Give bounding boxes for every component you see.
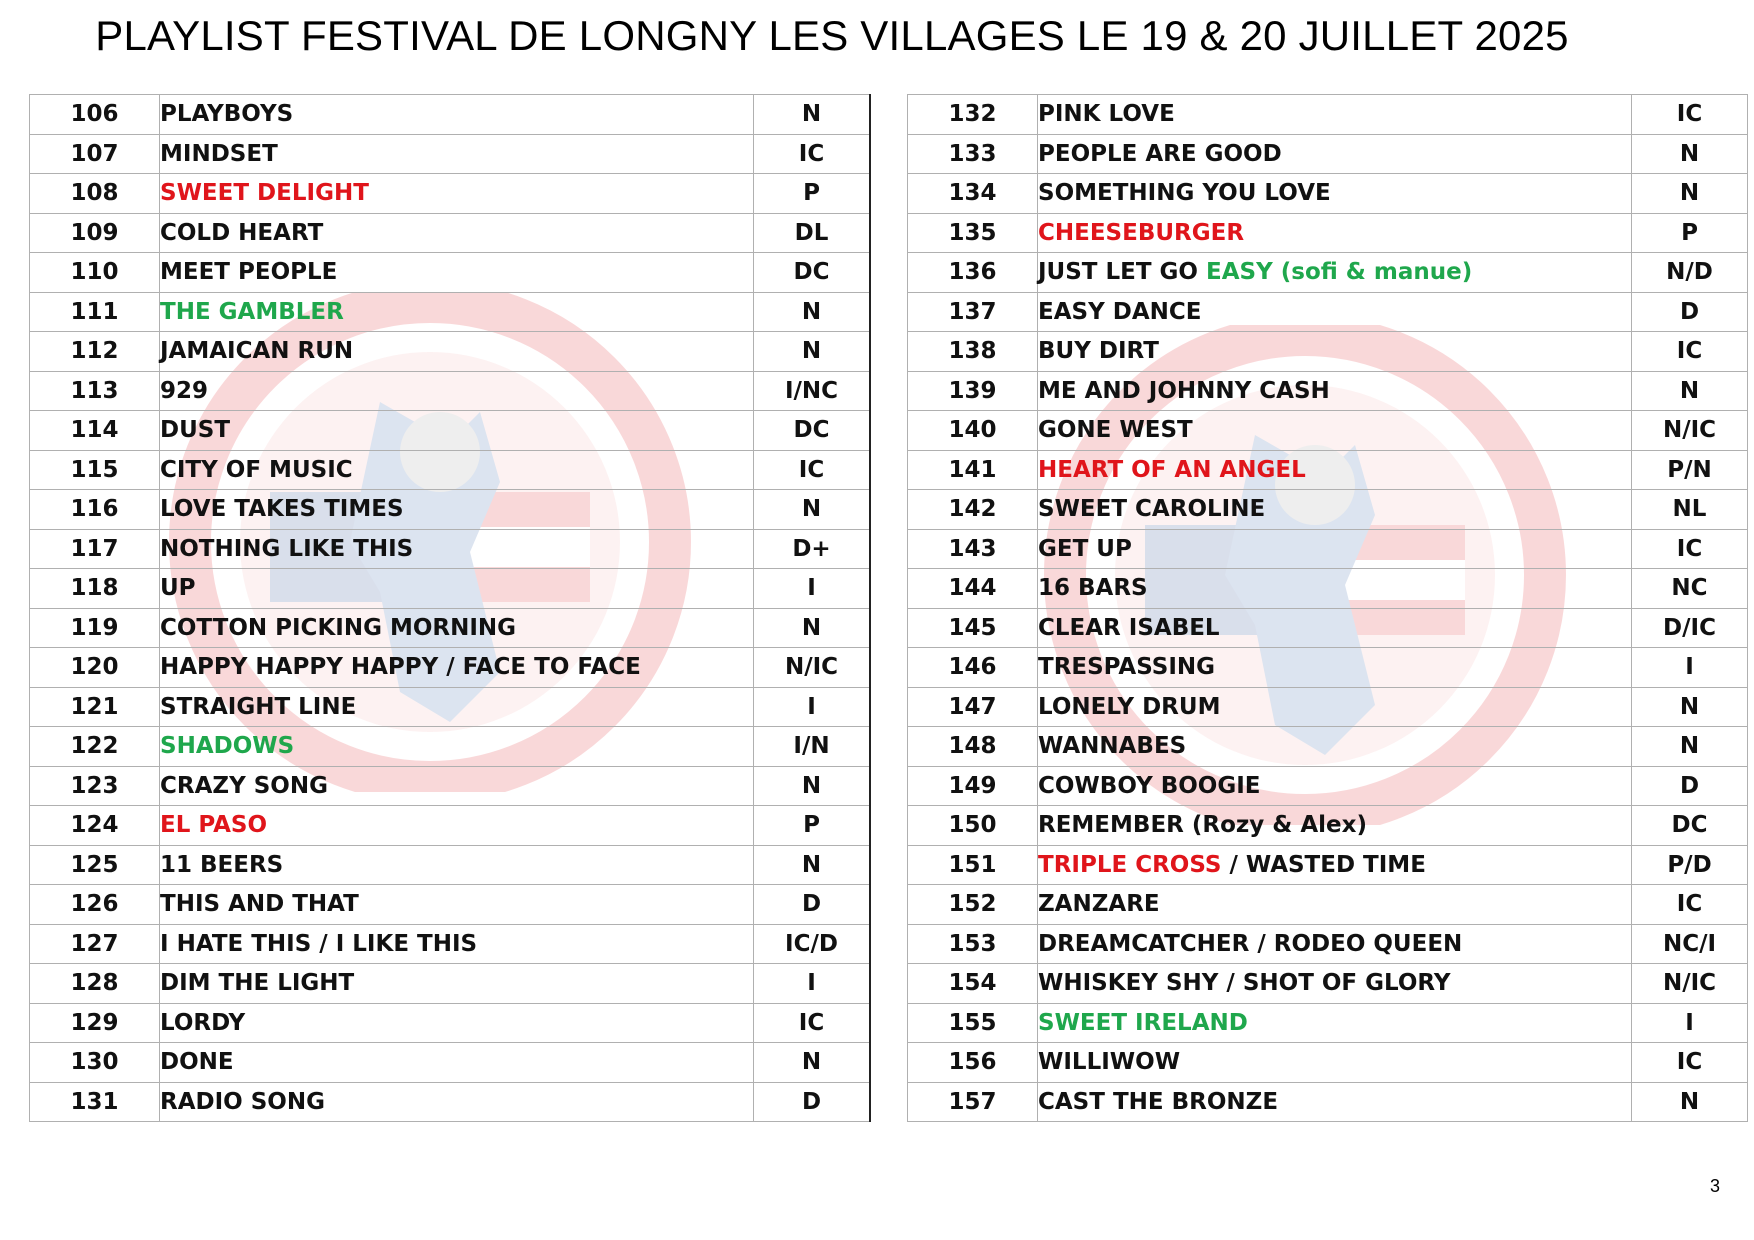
track-title [1038,727,1632,767]
track-title-part: SWEET CAROLINE [1038,496,1266,523]
dance-level-code: P [754,174,871,214]
table-row [30,569,871,609]
track-title-part: BUY DIRT [1038,338,1159,365]
track-title-part: PINK LOVE [1038,101,1175,128]
track-number: 132 [908,95,1038,135]
dance-level-code: N [754,332,871,372]
track-number: 152 [908,885,1038,925]
track-title-part: ME AND JOHNNY CASH [1038,377,1330,404]
dance-level-code: IC/D [754,924,871,964]
track-number: 135 [908,213,1038,253]
track-number: 123 [30,766,160,806]
track-number: 117 [30,529,160,569]
track-title [1038,608,1632,648]
table-row [908,569,1748,609]
table-row [908,1082,1748,1122]
table-row [30,332,871,372]
track-title [1038,924,1632,964]
table-row [908,648,1748,688]
track-title-part: TRIPLE CROSS [1038,851,1222,878]
dance-level-code: IC [754,134,871,174]
track-title [1038,292,1632,332]
track-title-part: PEOPLE ARE GOOD [1038,140,1282,167]
dance-level-code: NL [1632,490,1748,530]
track-title-part: COTTON PICKING MORNING [160,614,517,641]
track-number: 109 [30,213,160,253]
track-number: 127 [30,924,160,964]
dance-level-code: N [1632,134,1748,174]
track-title-part: MEET PEOPLE [160,259,338,286]
dance-level-code: I [1632,1003,1748,1043]
table-row [908,1003,1748,1043]
dance-level-code: N/IC [1632,964,1748,1004]
track-title [160,1082,754,1122]
track-title-part: COWBOY BOOGIE [1038,772,1261,799]
track-number: 153 [908,924,1038,964]
dance-level-code: D [1632,766,1748,806]
track-title [1038,95,1632,135]
table-row [908,95,1748,135]
track-number: 143 [908,529,1038,569]
table-row [908,687,1748,727]
table-row [30,1043,871,1083]
dance-level-code: D+ [754,529,871,569]
dance-level-code: N/D [1632,253,1748,293]
table-row [908,766,1748,806]
playlist-table-right [907,94,1748,1122]
dance-level-code: N/IC [1632,411,1748,451]
track-number: 139 [908,371,1038,411]
track-title-part: TRESPASSING [1038,654,1216,681]
track-title [1038,648,1632,688]
track-title [1038,569,1632,609]
dance-level-code: D [1632,292,1748,332]
track-title [160,174,754,214]
track-title-part: GONE WEST [1038,417,1193,444]
dance-level-code: I/NC [754,371,871,411]
track-title [160,885,754,925]
table-row [908,727,1748,767]
track-number: 147 [908,687,1038,727]
track-title [1038,806,1632,846]
track-title [1038,490,1632,530]
track-number: 150 [908,806,1038,846]
table-row [30,213,871,253]
track-title-part: THIS AND THAT [160,891,359,918]
track-title [160,529,754,569]
track-number: 138 [908,332,1038,372]
table-row [908,845,1748,885]
track-title [1038,964,1632,1004]
table-row [908,1043,1748,1083]
table-row [908,608,1748,648]
track-title-part: JUST LET GO [1038,259,1206,286]
track-number: 133 [908,134,1038,174]
track-number: 108 [30,174,160,214]
track-title-part: SHADOWS [160,733,295,760]
track-title-part: CRAZY SONG [160,772,328,799]
track-number: 106 [30,95,160,135]
table-row [30,529,871,569]
dance-level-code: DL [754,213,871,253]
table-row [908,490,1748,530]
dance-level-code: N [754,608,871,648]
track-title-part: WILLIWOW [1038,1049,1181,1076]
table-row [30,608,871,648]
track-title [1038,845,1632,885]
table-row [908,371,1748,411]
table-row [30,1003,871,1043]
track-number: 140 [908,411,1038,451]
dance-level-code: P/N [1632,450,1748,490]
track-number: 126 [30,885,160,925]
track-number: 148 [908,727,1038,767]
track-title [1038,253,1632,293]
track-number: 131 [30,1082,160,1122]
track-title-part: LORDY [160,1009,246,1036]
track-title [160,964,754,1004]
table-row [30,371,871,411]
track-title-part: EASY (sofi & manue) [1206,259,1473,286]
track-title [160,411,754,451]
dance-level-code: N [754,490,871,530]
dance-level-code: I [754,569,871,609]
dance-level-code: DC [754,253,871,293]
table-row [30,292,871,332]
track-title-part: DREAMCATCHER / RODEO QUEEN [1038,930,1463,957]
track-title-part: 11 BEERS [160,851,284,878]
track-title [1038,450,1632,490]
track-number: 115 [30,450,160,490]
track-title-part: ZANZARE [1038,891,1160,918]
track-title [1038,529,1632,569]
table-row [30,95,871,135]
page-number: 3 [1709,1176,1720,1196]
track-title-part: CHEESEBURGER [1038,219,1245,246]
track-title [160,134,754,174]
dance-level-code: N [1632,174,1748,214]
track-title-part: COLD HEART [160,219,324,246]
track-number: 142 [908,490,1038,530]
track-title [160,253,754,293]
track-number: 149 [908,766,1038,806]
track-title-part: SWEET DELIGHT [160,180,369,207]
track-title-part: NOTHING LIKE THIS [160,535,414,562]
table-row [908,529,1748,569]
table-row [30,648,871,688]
dance-level-code: I [754,687,871,727]
track-number: 121 [30,687,160,727]
track-title [1038,687,1632,727]
track-title-part: SOMETHING YOU LOVE [1038,180,1331,207]
track-title-part: WANNABES [1038,733,1187,760]
dance-level-code: I/N [754,727,871,767]
track-title [160,845,754,885]
dance-level-code: N [1632,727,1748,767]
dance-level-code: N [754,95,871,135]
track-number: 128 [30,964,160,1004]
track-number: 136 [908,253,1038,293]
track-title-part: EL PASO [160,812,268,839]
track-title [160,371,754,411]
table-row [30,450,871,490]
track-title [1038,134,1632,174]
dance-level-code: NC/I [1632,924,1748,964]
table-row [30,924,871,964]
dance-level-code: IC [1632,332,1748,372]
track-title-part: EASY DANCE [1038,298,1202,325]
track-title-part: RADIO SONG [160,1088,325,1115]
track-title [160,450,754,490]
track-title [160,332,754,372]
track-title [160,1003,754,1043]
track-number: 113 [30,371,160,411]
track-number: 112 [30,332,160,372]
track-number: 129 [30,1003,160,1043]
dance-level-code: I [1632,648,1748,688]
track-title [1038,1003,1632,1043]
page-title: PLAYLIST FESTIVAL DE LONGNY LES VILLAGES LE 19 & 20 JUILLET 2025 [95,12,1569,59]
track-number: 124 [30,806,160,846]
track-number: 157 [908,1082,1038,1122]
track-number: 114 [30,411,160,451]
track-number: 111 [30,292,160,332]
dance-level-code: N [1632,687,1748,727]
track-number: 144 [908,569,1038,609]
track-title-part: 929 [160,377,209,404]
track-title-part: PLAYBOYS [160,101,294,128]
track-title-part: I HATE THIS / I LIKE THIS [160,930,478,957]
dance-level-code: IC [754,1003,871,1043]
track-title [1038,766,1632,806]
track-title [160,292,754,332]
dance-level-code: DC [754,411,871,451]
track-number: 141 [908,450,1038,490]
track-title-part: CAST THE BRONZE [1038,1088,1279,1115]
track-title-part: DIM THE LIGHT [160,970,355,997]
dance-level-code: N [754,292,871,332]
track-number: 145 [908,608,1038,648]
track-title [160,806,754,846]
track-title-part: DONE [160,1049,234,1076]
dance-level-code: N [1632,1082,1748,1122]
track-title-part: JAMAICAN RUN [160,338,354,365]
dance-level-code: D [754,885,871,925]
track-title [1038,1043,1632,1083]
track-title-part: STRAIGHT LINE [160,693,357,720]
track-title [1038,332,1632,372]
playlist-table-left [29,94,871,1122]
dance-level-code: IC [754,450,871,490]
track-number: 156 [908,1043,1038,1083]
dance-level-code: N [754,1043,871,1083]
table-row [908,924,1748,964]
table-row [908,411,1748,451]
track-number: 137 [908,292,1038,332]
track-number: 146 [908,648,1038,688]
table-row [908,885,1748,925]
dance-level-code: P [754,806,871,846]
track-title [160,490,754,530]
track-title-part: UP [160,575,196,602]
dance-level-code: IC [1632,885,1748,925]
dance-level-code: IC [1632,95,1748,135]
track-title [1038,174,1632,214]
track-number: 110 [30,253,160,293]
table-row [30,687,871,727]
track-number: 120 [30,648,160,688]
table-row [908,964,1748,1004]
dance-level-code: NC [1632,569,1748,609]
dance-level-code: IC [1632,1043,1748,1083]
track-title [160,608,754,648]
track-number: 125 [30,845,160,885]
dance-level-code: N/IC [754,648,871,688]
track-number: 130 [30,1043,160,1083]
dance-level-code: I [754,964,871,1004]
track-title-part: REMEMBER (Rozy & Alex) [1038,812,1367,839]
track-number: 134 [908,174,1038,214]
track-title-part: CLEAR ISABEL [1038,614,1220,641]
track-title-part: HAPPY HAPPY HAPPY / FACE TO FACE [160,654,641,681]
track-title [1038,885,1632,925]
track-number: 154 [908,964,1038,1004]
track-title-part: THE GAMBLER [160,298,344,325]
track-number: 116 [30,490,160,530]
track-title [160,924,754,964]
table-row [908,292,1748,332]
track-title-part: LOVE TAKES TIMES [160,496,404,523]
table-row [908,134,1748,174]
track-title [160,1043,754,1083]
track-number: 122 [30,727,160,767]
table-row [30,1082,871,1122]
dance-level-code: D/IC [1632,608,1748,648]
track-number: 119 [30,608,160,648]
track-title [160,648,754,688]
track-title-part: WHISKEY SHY / SHOT OF GLORY [1038,970,1451,997]
table-row [30,174,871,214]
dance-level-code: P [1632,213,1748,253]
track-title-part: MINDSET [160,140,278,167]
track-title-part: LONELY DRUM [1038,693,1221,720]
dance-level-code: DC [1632,806,1748,846]
track-title-part: DUST [160,417,231,444]
table-row [908,253,1748,293]
dance-level-code: N [754,766,871,806]
dance-level-code: P/D [1632,845,1748,885]
dance-level-code: N [754,845,871,885]
track-title [1038,411,1632,451]
table-row [30,845,871,885]
track-title [1038,1082,1632,1122]
dance-level-code: D [754,1082,871,1122]
track-title [1038,213,1632,253]
table-row [908,174,1748,214]
track-title-part: HEART OF AN ANGEL [1038,456,1306,483]
track-title-part: / WASTED TIME [1221,851,1426,878]
table-row [30,885,871,925]
table-row [30,766,871,806]
track-title [160,95,754,135]
dance-level-code: N [1632,371,1748,411]
track-number: 118 [30,569,160,609]
table-row [30,411,871,451]
table-row [908,806,1748,846]
table-row [30,964,871,1004]
dance-level-code: IC [1632,529,1748,569]
track-title-part: 16 BARS [1038,575,1148,602]
track-title-part: GET UP [1038,535,1132,562]
track-number: 151 [908,845,1038,885]
track-title [160,569,754,609]
table-row [908,450,1748,490]
table-row [30,134,871,174]
track-title-part: CITY OF MUSIC [160,456,353,483]
track-title [160,727,754,767]
track-title [1038,371,1632,411]
table-row [908,332,1748,372]
track-number: 107 [30,134,160,174]
track-title-part: SWEET IRELAND [1038,1009,1248,1036]
track-number: 155 [908,1003,1038,1043]
table-row [30,253,871,293]
table-row [908,213,1748,253]
table-row [30,490,871,530]
track-title [160,766,754,806]
table-row [30,806,871,846]
track-title [160,687,754,727]
track-title [160,213,754,253]
table-row [30,727,871,767]
